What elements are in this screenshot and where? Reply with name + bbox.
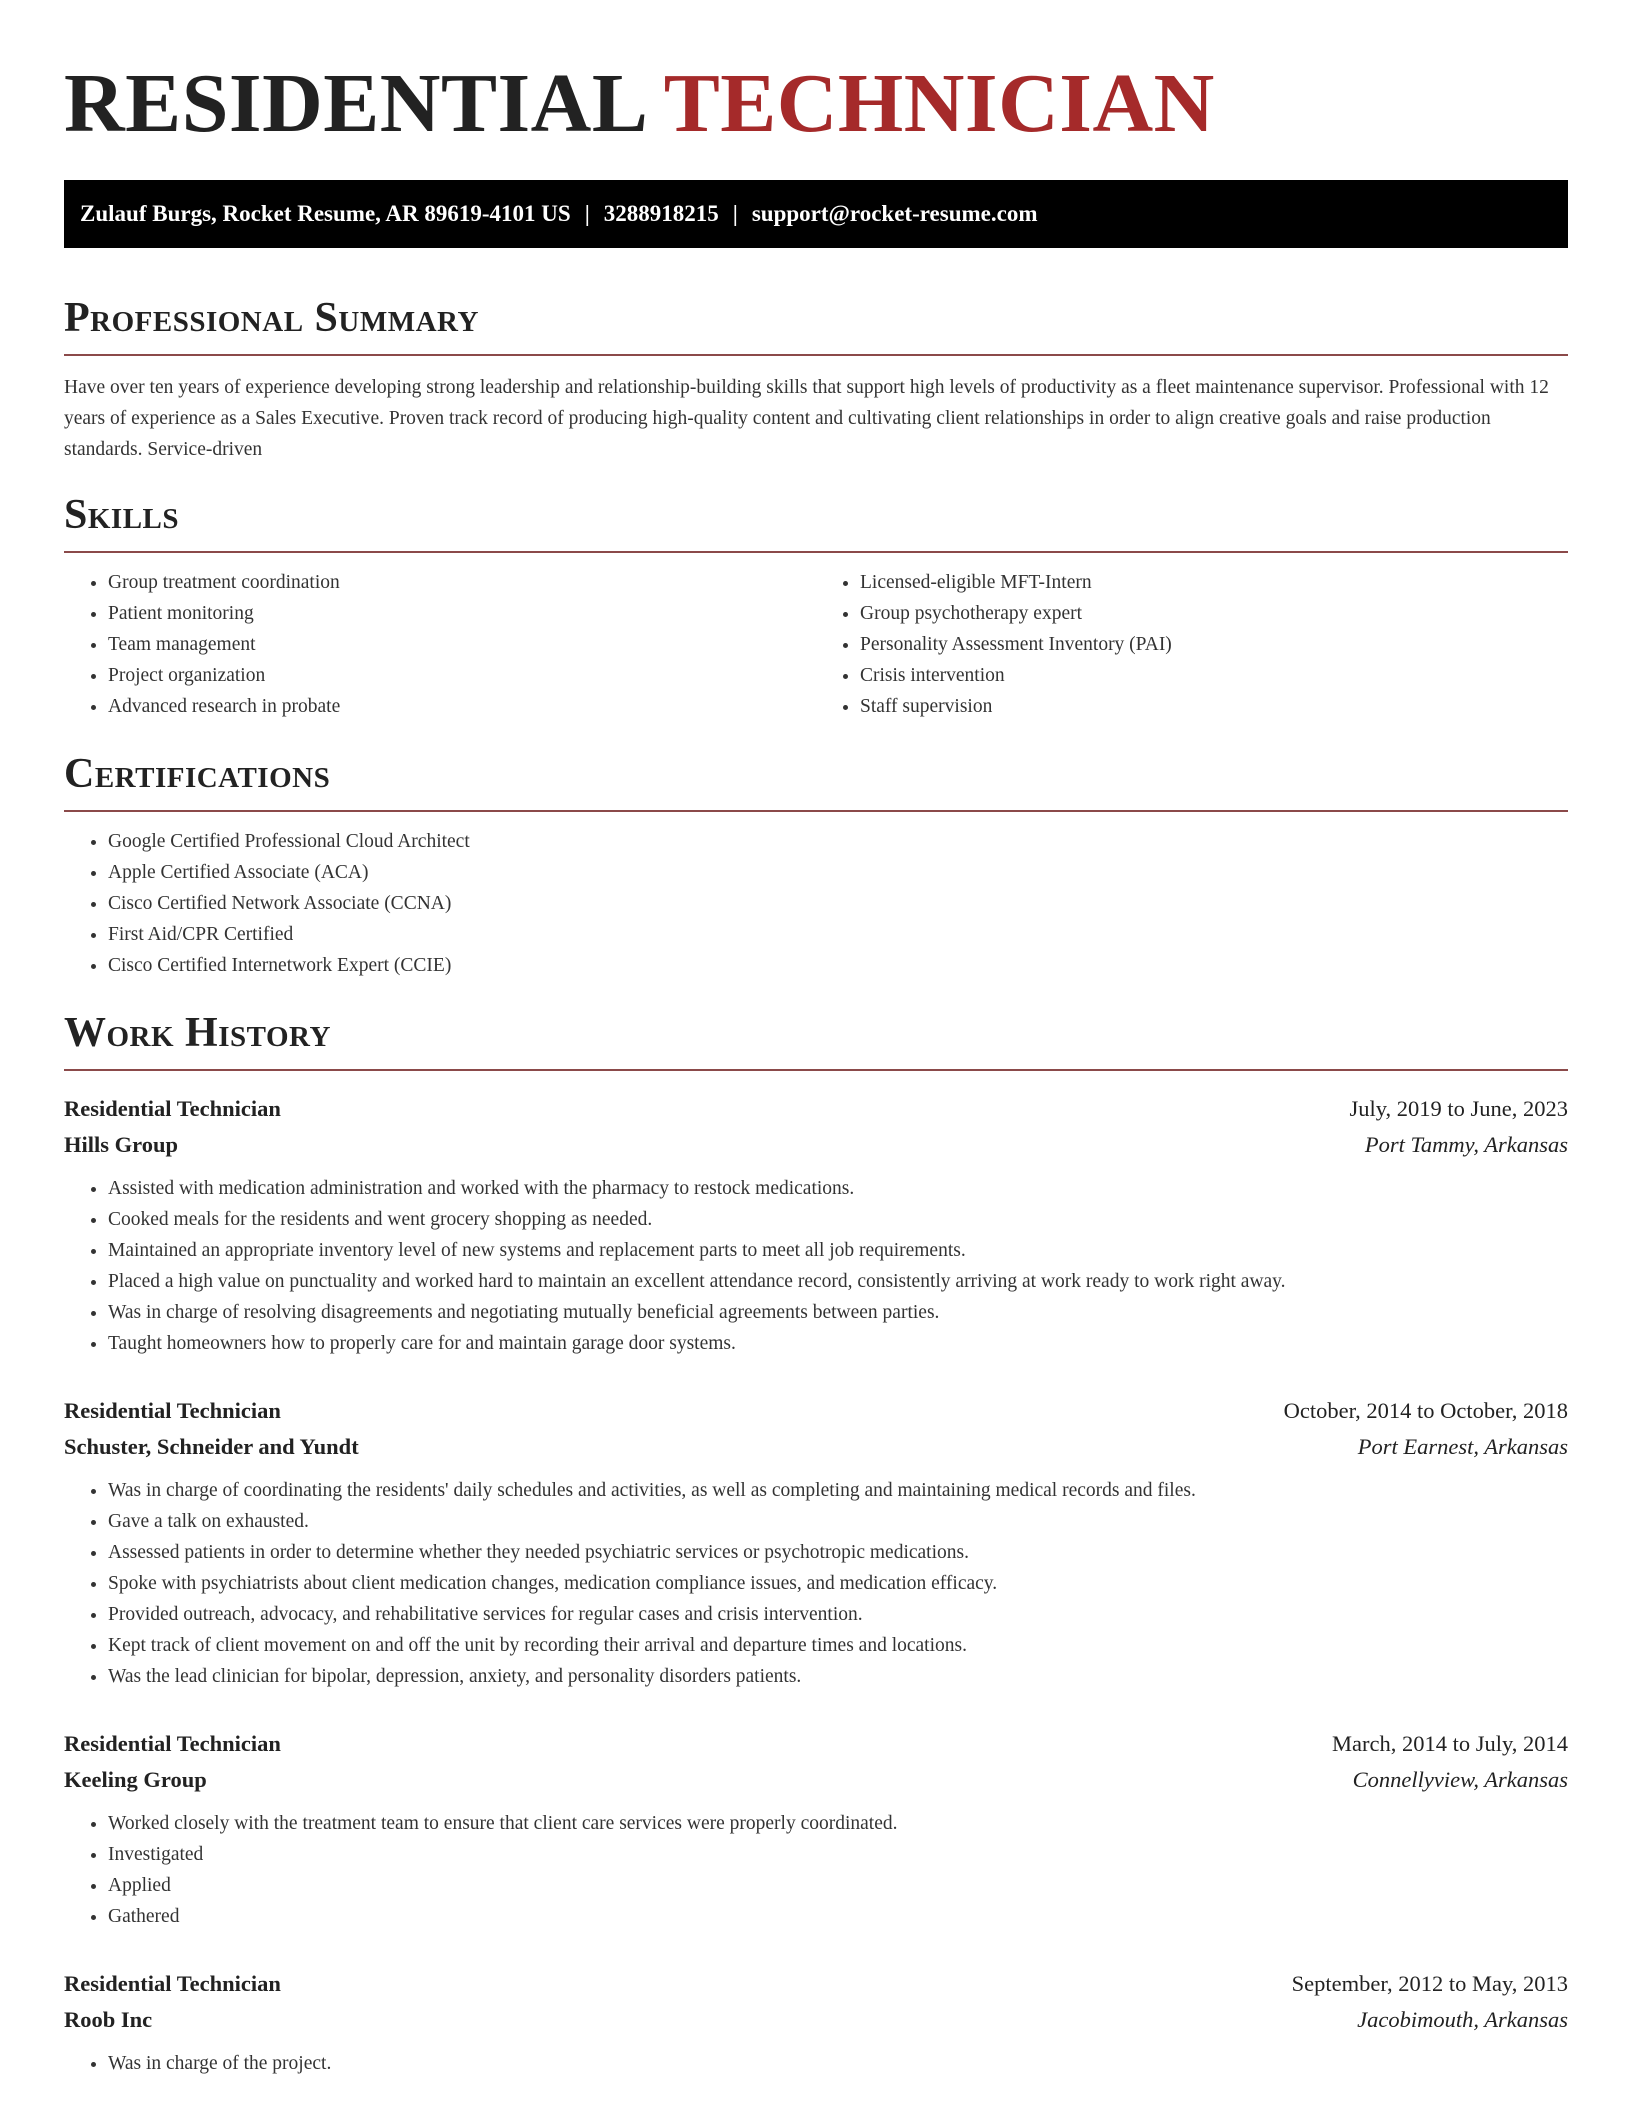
- certification-item: • Cisco Certified Internetwork Expert (CCIE): [108, 950, 1568, 981]
- skills-list-left: [64, 567, 816, 722]
- job-header-row: [64, 1726, 1568, 1762]
- job-dates: September, 2012 to May, 2013: [1291, 1971, 1568, 1996]
- job-duty: • Applied: [108, 1870, 1568, 1901]
- job-duty: • Assisted with medication administration and worked with the pharmacy to restock medications.: [108, 1173, 1568, 1204]
- job-duty: • Investigated: [108, 1839, 1568, 1870]
- job-duty: • Was in charge of resolving disagreements and negotiating mutually beneficial agreements between parties.: [108, 1297, 1568, 1328]
- job-duty: • Gave a talk on exhausted.: [108, 1506, 1568, 1537]
- job-duties-list: [64, 1173, 1568, 1359]
- job-company: Roob Inc: [64, 2007, 153, 2032]
- certification-item: • First Aid/CPR Certified: [108, 919, 1568, 950]
- job-duty: • Kept track of client movement on and off the unit by recording their arrival and departure times and locations.: [108, 1630, 1568, 1661]
- skill-item: • Group psychotherapy expert: [860, 598, 1568, 629]
- contact-phone: 3288918215: [603, 201, 719, 226]
- skill-item: • Licensed-eligible MFT-Intern: [860, 567, 1568, 598]
- section-title-certifications: Certifications: [64, 751, 331, 797]
- job-duty: • Cooked meals for the residents and went grocery shopping as needed.: [108, 1204, 1568, 1235]
- job-duty: • Provided outreach, advocacy, and rehabilitative services for regular cases and crisis intervention.: [108, 1599, 1568, 1630]
- job-duty: • Maintained an appropriate inventory level of new systems and replacement parts to meet all job requirements.: [108, 1235, 1568, 1266]
- certifications-section: [64, 750, 1568, 981]
- job-duty: • Was in charge of the project.: [108, 2048, 1568, 2079]
- job-entry: [64, 1966, 1568, 2079]
- certification-item: • Google Certified Professional Cloud Architect: [108, 826, 1568, 857]
- job-header-row: [64, 1091, 1568, 1127]
- job-company-row: [64, 1762, 1568, 1798]
- job-duty: • Was the lead clinician for bipolar, depression, anxiety, and personality disorders patients.: [108, 1661, 1568, 1692]
- job-duty: • Was in charge of coordinating the residents' daily schedules and activities, as well as completing and maintaining medical records and files.: [108, 1475, 1568, 1506]
- skills-list-right: [816, 567, 1568, 722]
- certification-item: • Cisco Certified Network Associate (CCNA): [108, 888, 1568, 919]
- skill-item: • Team management: [108, 629, 816, 660]
- job-company-row: [64, 1429, 1568, 1465]
- job-entry: [64, 1393, 1568, 1692]
- section-divider: [64, 354, 1568, 356]
- job-duty: • Worked closely with the treatment team to ensure that client care services were properly coordinated.: [108, 1808, 1568, 1839]
- job-entry: [64, 1091, 1568, 1359]
- skills-section: [64, 491, 1568, 722]
- contact-email: support@rocket-resume.com: [751, 201, 1038, 226]
- section-title-work-history: Work History: [64, 1010, 331, 1056]
- job-title: Residential Technician: [64, 1971, 281, 1996]
- summary-text: Have over ten years of experience developing strong leadership and relationship-building skills that support high levels of productivity as a fleet maintenance supervisor. Professional with 12 years of experience as a Sales Executive. Proven track record of producing high-quality content and cultivating client relationships in order to align creative goals and raise production standards. Service-driven: [64, 377, 1549, 460]
- job-duty: • Taught homeowners how to properly care for and maintain garage door systems.: [108, 1328, 1568, 1359]
- section-title-summary: Professional Summary: [64, 295, 479, 341]
- section-title-skills: Skills: [64, 492, 180, 538]
- job-dates: July, 2019 to June, 2023: [1349, 1096, 1568, 1121]
- certification-item: • Apple Certified Associate (ACA): [108, 857, 1568, 888]
- section-divider: [64, 1069, 1568, 1071]
- job-title: Residential Technician: [64, 1398, 281, 1423]
- skill-item: • Crisis intervention: [860, 660, 1568, 691]
- skill-item: • Advanced research in probate: [108, 691, 816, 722]
- contact-separator: |: [732, 201, 738, 226]
- resume-title: [64, 0, 1568, 152]
- job-dates: October, 2014 to October, 2018: [1283, 1398, 1568, 1423]
- job-dates: March, 2014 to July, 2014: [1331, 1731, 1568, 1756]
- certifications-list: [64, 826, 1568, 981]
- skill-item: • Patient monitoring: [108, 598, 816, 629]
- job-duty: • Gathered: [108, 1901, 1568, 1932]
- job-duty: • Assessed patients in order to determine whether they needed psychiatric services or psychotropic medications.: [108, 1537, 1568, 1568]
- summary-section: [64, 294, 1568, 465]
- job-duties-list: [64, 1475, 1568, 1692]
- title-accent-word: TECHNICIAN: [663, 57, 1215, 150]
- job-duties-list: [64, 1808, 1568, 1932]
- skill-item: • Project organization: [108, 660, 816, 691]
- job-location: Connellyview, Arkansas: [1352, 1767, 1568, 1792]
- job-entry: [64, 1726, 1568, 1932]
- job-title: Residential Technician: [64, 1096, 281, 1121]
- job-duty: • Spoke with psychiatrists about client medication changes, medication compliance issues, and medication efficacy.: [108, 1568, 1568, 1599]
- job-company-row: [64, 1127, 1568, 1163]
- contact-bar: [64, 180, 1568, 248]
- job-company: Schuster, Schneider and Yundt: [64, 1434, 359, 1459]
- skill-item: • Personality Assessment Inventory (PAI): [860, 629, 1568, 660]
- job-company: Keeling Group: [64, 1767, 207, 1792]
- work-history-section: [64, 1009, 1568, 2079]
- job-duty: • Placed a high value on punctuality and worked hard to maintain an excellent attendance record, consistently arriving at work ready to work right away.: [108, 1266, 1568, 1297]
- skill-item: • Group treatment coordination: [108, 567, 816, 598]
- title-first-word: RESIDENTIAL: [64, 57, 644, 150]
- contact-separator: |: [584, 201, 590, 226]
- job-location: Port Tammy, Arkansas: [1364, 1132, 1568, 1157]
- section-divider: [64, 810, 1568, 812]
- job-location: Jacobimouth, Arkansas: [1357, 2007, 1568, 2032]
- job-title: Residential Technician: [64, 1731, 281, 1756]
- job-company-row: [64, 2002, 1568, 2038]
- contact-address: Zulauf Burgs, Rocket Resume, AR 89619-4101 US: [80, 201, 571, 226]
- job-header-row: [64, 1966, 1568, 2002]
- job-header-row: [64, 1393, 1568, 1429]
- job-company: Hills Group: [64, 1132, 178, 1157]
- job-location: Port Earnest, Arkansas: [1357, 1434, 1568, 1459]
- job-duties-list: [64, 2048, 1568, 2079]
- skill-item: • Staff supervision: [860, 691, 1568, 722]
- skills-columns: [64, 553, 1568, 722]
